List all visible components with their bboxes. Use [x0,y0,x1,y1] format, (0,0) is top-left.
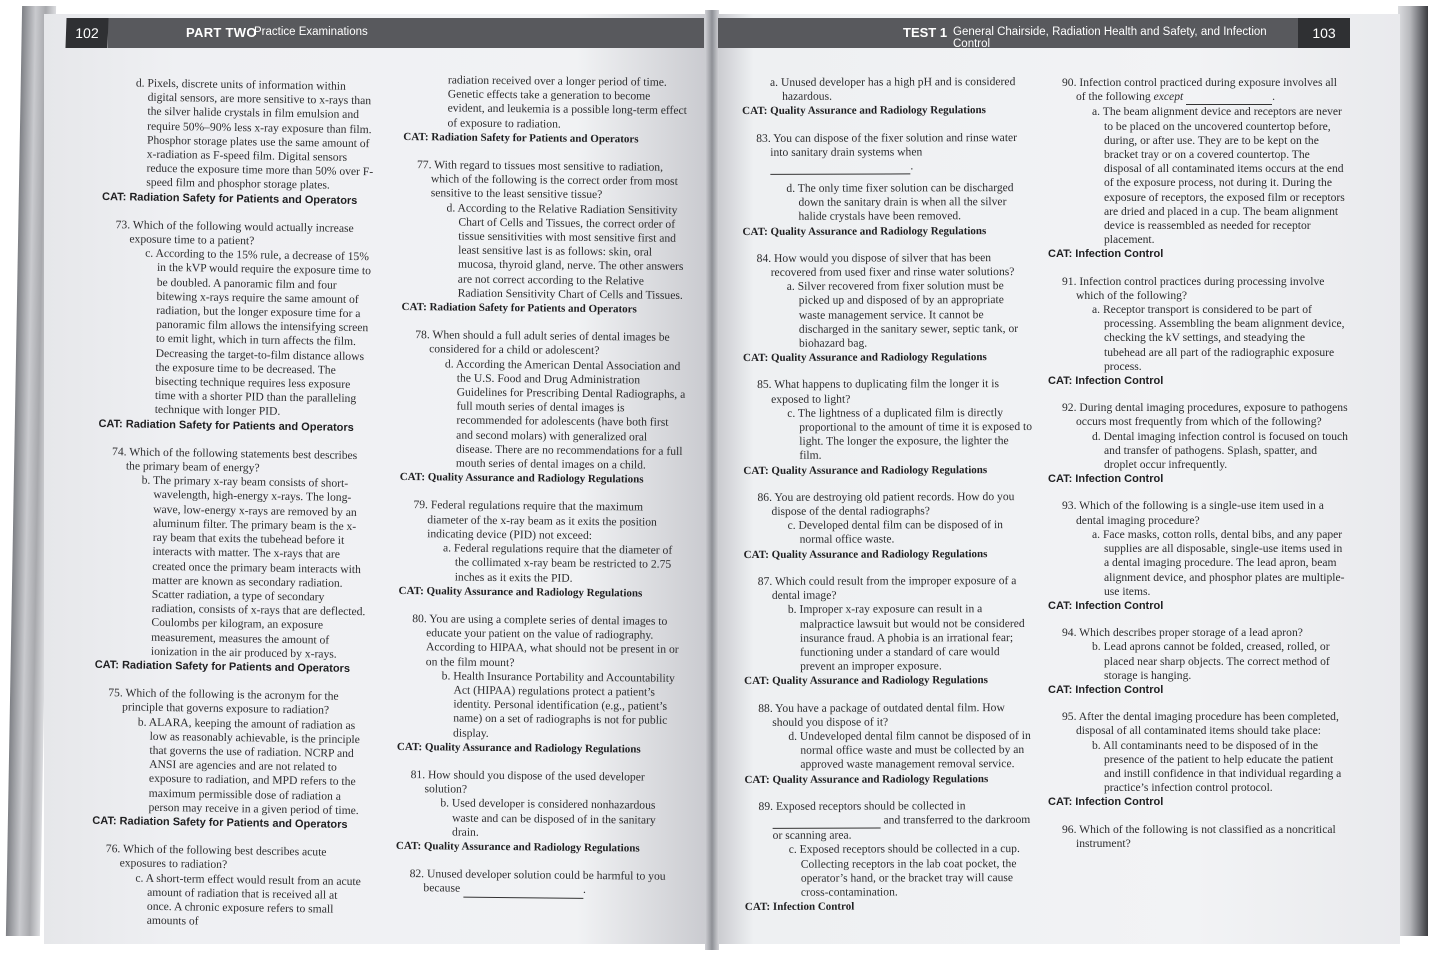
question-89-text: 89. Exposed receptors should be collected in [758,798,966,813]
question-76: 76. Which of the following best describes acute exposures to radiation? [105,842,327,872]
question-79: 79. Federal regulations require that the maximum diameter of the x-ray beam as it exits the position indicating device (PID) not exceed: [413,498,657,542]
question-73: 73. Which of the following would actually increase exposure time to a patient? [115,218,354,248]
category-76: CAT: Radiation Safety for Patients and Operators [403,130,639,146]
category-88: CAT: Quality Assurance and Radiology Regulations [744,772,989,786]
answer-92: d. Dental imaging infection control is focused on touch and transfer of pathogens. Splash, spatter, and droplet occur infrequently. [1092,429,1348,472]
answer-82: a. Unused developer has a high pH and is considered hazardous. [769,75,1016,104]
question-88: 88. You have a package of outdated dental film. How should you dispose of it? [758,700,1005,729]
question-89 [745,799,1035,844]
left-running-header [108,18,704,48]
part-label: PART TWO [186,25,257,40]
answer-73: c. According to the 15% rule, a decrease of 15% in the kVP would require the exposure time to be doubled. A panoramic film and four bitewing x-rays require the same amount of radiation, but the longer exposure time for a panoramic film allows the intensifying screen to emit light, which in turn affects the film. Decreasing the target-to-film distance allows the exposure time to be decreased. The bisecting technique requires less exposure time with a shorter PID than the paralleling technique with longer PID. [145,246,372,419]
answer-89: c. Exposed receptors should be collected in a cup. Collecting receptors in the lab coat pocket, the operator’s hand, or the bracket tray will cause cross-contamination. [788,842,1020,899]
question-92: 92. During dental imaging procedures, exposure to pathogens occurs most frequently from which of the following? [1062,401,1348,429]
answer-76-continued: radiation received over a longer period of time. Genetic effects take a generation to become evident, and leukemia is a possible long-term effect of exposure to radiation. [447,73,688,131]
answer-79: a. Federal regulations require that the diameter of the collimated x-ray beam be restricted to 2.75 inches as it exits the PID. [442,541,673,585]
answer-87: b. Improper x-ray exposure can result in a malpractice lawsuit but would not be considered insurance fraud. A phobia is an irrational fear; functioning under a standard of care would prevent an improper exposure. [787,602,1025,673]
answer-88: d. Undeveloped dental film cannot be disposed of in normal office waste and must be collected by an approved waste management removal service. [788,728,1031,772]
answer-83: d. The only time fixer solution can be discharged down the sanitary drain is when all the silver halide crystals have been removed. [786,181,1014,224]
question-83: 83. You can dispose of the fixer solution and rinse water into sanitary drain systems when [756,130,1018,159]
category-80: CAT: Quality Assurance and Radiology Regulations [396,740,641,756]
answer-77: d. According to the Relative Radiation Sensitivity Chart of Cells and Tissues, the correct order of tissue sensitivities with most sensitive first and least sensitive last is as follows: skin, oral mucosa, thyroid gland, nerve. The other answers are not correct according to the Relative Radiation Sensitivity Chart of Cells and Tissues. [446,201,684,302]
answer-90: a. The beam alignment device and receptors are never to be placed on the uncovered countertop before, during, or after use. They are to be kept on the bracket tray or on a covered countertop. The disposal of all contaminated items occurs at the end of the exposure process, not during it. During the exposure of receptors, the exposed film or receptors are dried and placed in a cup. The beam alignment device is reassembled as needed for receptor placement. [1092,105,1345,247]
category-84: CAT: Quality Assurance and Radiology Regulations [742,351,987,365]
answer-94: b. Lead aprons cannot be folded, creased, rolled, or placed near sharp objects. The correct method of storage is hanging. [1092,640,1330,682]
category-95: CAT: Infection Control [1048,796,1164,809]
answer-blank [770,159,910,175]
category-83: CAT: Quality Assurance and Radiology Regulations [742,224,987,238]
question-75: 75. Which of the following is the acronym for the principle that governs exposure to radiation? [108,686,339,717]
question-78: 78. When should a full adult series of dental images be considered for a child or adolescent? [415,328,670,358]
answer-85: c. The lightness of a duplicated film is directly proportional to the amount of time it is exposed to light. The longer the exposure, the lighter the film. [787,405,1033,463]
question-93: 93. Which of the following is a single-use item used in a dental imaging procedure? [1062,499,1324,527]
question-94: 94. Which describes proper storage of a lead apron? [1062,626,1303,640]
category-72: CAT: Radiation Safety for Patients and Operators [102,190,358,207]
question-80: 80. You are using a complete series of dental images to educate your patient on the value of radiography. According to HIPAA, what should not be present in or on the film mount? [412,612,679,669]
question-95: 95. After the dental imaging procedure has been completed, disposal of all contaminated items should take place: [1062,710,1339,738]
column-1 [91,76,376,932]
category-93: CAT: Infection Control [1048,599,1164,612]
question-81: 81. How should you dispose of the used developer solution? [410,768,645,796]
category-92: CAT: Infection Control [1048,473,1164,486]
answer-93: a. Face masks, cotton rolls, dental bibs, and any paper supplies are all disposable, single-use items used in a dental imaging procedure. The lead apron, beam alignment device, and phosphor plates are multiple-use items. [1092,527,1345,598]
category-75: CAT: Radiation Safety for Patients and Operators [92,814,348,831]
question-86: 86. You are destroying old patient records. How do you dispose of the dental radiographs? [757,489,1015,518]
answer-86: c. Developed dental film can be disposed of in normal office waste. [787,518,1003,547]
category-86: CAT: Quality Assurance and Radiology Regulations [743,547,988,561]
category-77: CAT: Radiation Safety for Patients and Operators [401,301,637,316]
question-87: 87. Which could result from the improper exposure of a dental image? [757,573,1017,602]
question-82-text: 82. Unused developer solution could be harmful to you because [409,867,666,895]
category-85: CAT: Quality Assurance and Radiology Regulations [743,463,988,477]
question-90: 90. Infection control practiced during exposure involves all of the following except . [1048,76,1348,105]
column-3 [742,75,1035,927]
question-74: 74. Which of the following statements best describes the primary beam of energy? [112,445,358,475]
category-78: CAT: Quality Assurance and Radiology Regulations [399,471,644,486]
category-79: CAT: Quality Assurance and Radiology Regulations [398,584,643,600]
category-87: CAT: Quality Assurance and Radiology Regulations [744,674,988,688]
answer-blank [1186,90,1272,105]
question-89-text-end: and transferred to the darkroom or scanning area. [772,812,1031,843]
question-91: 91. Infection control practices during processing involve which of the following? [1062,274,1325,302]
answer-95: b. All contaminants need to be disposed of in the presence of the patient to help educate the patient and instill confidence in that individual regarding a practice’s infection control protocol. [1092,738,1342,795]
category-94: CAT: Infection Control [1048,683,1164,696]
answer-81: b. Used developer is considered nonhazardous waste and can be disposed of in the sanitary drain. [440,796,656,839]
question-84: 84. How would you dispose of silver that has been recovered from used fixer and rinse water solutions? [756,250,1015,279]
right-running-header [718,18,1298,48]
question-83-blank-line: . [742,159,1032,182]
answer-80: b. Health Insurance Portability and Accountability Act (HIPAA) regulations protect a patient’s identity. Personal identification (e.g., patient’s name) on a set of radiographs is not for public display. [441,669,675,740]
test-label: TEST 1 [903,25,948,40]
book-gutter [705,10,719,950]
answer-84: a. Silver recovered from fixer solution must be picked up and disposed of by an appropriate waste management service. It cannot be discharged in the sanitary sewer, septic tank, or biohazard bag. [786,279,1019,350]
category-89: CAT: Infection Control [744,900,855,914]
answer-74: b. The primary x-ray beam consists of short-wavelength, high-energy x-rays. The long-wave, low-energy x-rays are removed by an aluminum filter. The primary beam is the x-ray beam that exits the tubehead before it interacts with matter. The x-rays that are created once the primary beam interacts with matter are known as secondary radiation. Scatter radiation, a type of secondary radiation, consists of x-rays that are deflected. Coulombs per kilogram, an exposure measurement, measures the amount of ionization in the air produced by x-rays. [141,473,366,661]
answer-76: c. A short-term effect would result from an acute amount of radiation that is received all at once. A chronic exposure refers to small amounts of [135,871,361,928]
category-74: CAT: Radiation Safety for Patients and Operators [94,658,351,675]
category-91: CAT: Infection Control [1048,375,1164,388]
question-96: 96. Which of the following is not classified as a noncritical instrument? [1062,822,1336,850]
answer-72: d. Pixels, discrete units of information within digital sensors, are more sensitive to x-rays than the silver halide crystals in film emulsion and require 50%–90% less x-ray exposure than film. Phosphor storage plates use the same amount of x-radiation as F-speed film. Digital sensors reduce the exposure time more than 50% over F-speed film and phosphor storage plates. [135,76,374,192]
question-82: 82. Unused developer solution could be harmful to you because . [395,867,681,899]
question-90-text: 90. Infection control practiced during exposure involves all of the following [1062,76,1337,104]
right-page-number: 103 [1298,18,1350,48]
question-85: 85. What happens to duplicating film the longer it is exposed to light? [757,377,1000,406]
answer-blank [773,813,881,829]
answer-75: b. ALARA, keeping the amount of radiation as low as reasonably achievable, is the principle that governs the use of radiation. NCRP and ANSI are agencies and are not related to exposure to radiation, and MPD refers to the maximum permissible dose of radiation a person may receive in a given period of time. [137,715,360,817]
question-77: 77. With regard to tissues most sensitive to radiation, which of the following is the correct order from most sensitive to the least sensitive tissue? [416,158,678,202]
category-73: CAT: Radiation Safety for Patients and Operators [98,417,354,434]
left-page-number: 102 [65,18,108,48]
test-subtitle: General Chairside, Radiation Health and Safety, and Infection Control [953,26,1267,50]
answer-blank [463,882,583,898]
column-2 [395,73,690,900]
column-4 [1048,76,1348,851]
category-90: CAT: Infection Control [1048,248,1164,261]
question-90-emphasis: except [1153,90,1184,104]
answer-78: d. According the American Dental Association and the U.S. Food and Drug Administration Guidelines for Prescribing Dental Radiographs, a full mouth series of dental images is recommended for adolescents (have both first and second molars) with generalized oral disease. There are no recommendations for a full mouth series of dental images on a child. [444,357,686,472]
answer-91: a. Receptor transport is considered to be part of processing. Assembling the beam alignment device, checking the kV settings, and steadying the tubehead are all part of the radiographic exposure process. [1092,303,1345,373]
category-82: CAT: Quality Assurance and Radiology Regulations [742,104,986,118]
right-page-stack [1398,6,1428,936]
category-81: CAT: Quality Assurance and Radiology Regulations [395,839,640,855]
part-subtitle: Practice Examinations [254,26,368,38]
